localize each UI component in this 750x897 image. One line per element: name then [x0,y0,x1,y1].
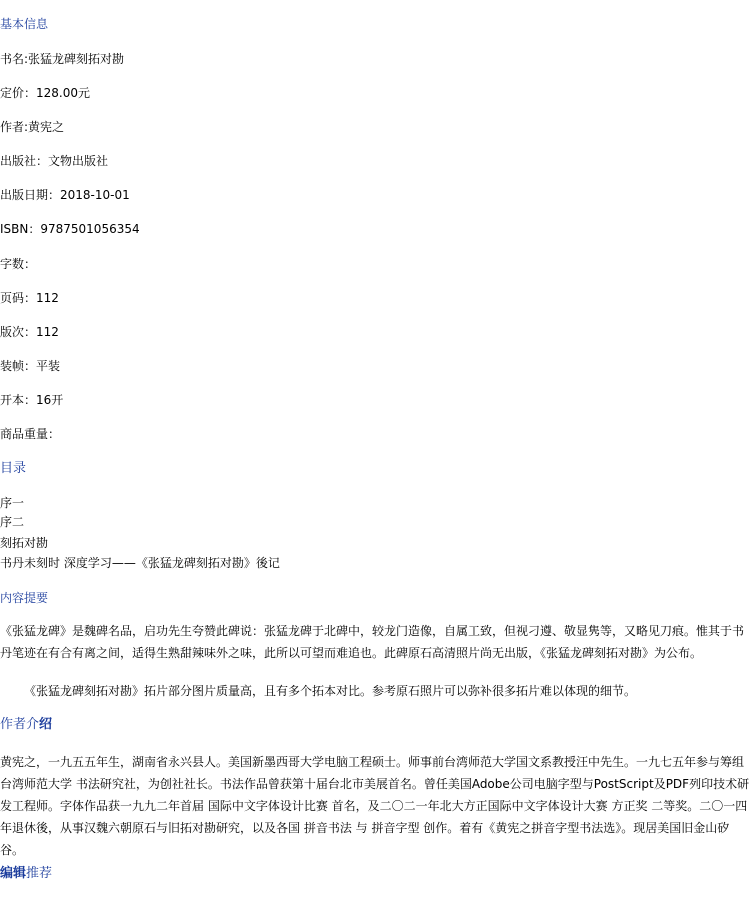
editor-recommend-heading-plain: 推荐 [26,866,53,881]
weight: 商品重量： [0,427,61,441]
basic-info-heading: 基本信息 [0,17,49,31]
toc-item: 序一 [0,496,25,510]
editor-recommend-heading-bold: 编辑 [0,866,27,881]
binding: 装帧：平装 [0,359,61,373]
author-intro-text: 黄宪之，一九五五年生，湖南省永兴县人。美国新墨西哥大学电脑工程硕士。师事前台湾师范大学国文系教授汪中先生。一九七五年参与筹组台湾师范大学 书法研究社，为创社社长。书法作品曾获第十届台北市美展首名。曾任美国Adobe公司电脑字型与PostScript及PDF列印技术研发工程师。字体作品获一九九二年首届 国际中文字体设计比赛 首名，及二〇二一年北大方正国际中文字体设计大赛 方正奖 二等奖。二〇一四年退休後，从事汉魏六朝原石与旧拓对勘研究，以及各国 拼音书法 与 拼音字型 创作。着有《黄宪之拼音字型书法选》。现居美国旧金山矽谷。 [0,755,750,857]
summary-paragraph: 《张猛龙碑》是魏碑名品，启功先生夸赞此碑说：张猛龙碑于北碑中，较龙门造像，自属工致，但视刁遵、敬显隽等，又略见刀痕。惟其于书丹笔迹在有合有离之间，适得生熟甜辣味外之味，此所以可望而难追也。此碑原石高清照片尚无出版，《张猛龙碑刻拓对勘》为公布。 [0,624,745,660]
edition: 版次：112 [0,325,59,339]
summary-heading: 内容提要 [0,591,49,605]
toc-item: 刻拓对勘 [0,536,49,550]
format: 开本：16开 [0,393,64,407]
toc-item: 序二 [0,515,25,529]
author-intro-heading-plain: 作者介 [0,717,40,732]
summary-paragraph: 《张猛龙碑刻拓对勘》拓片部分图片质量高，且有多个拓本对比。参考原石照片可以弥补很多拓片难以体现的细节。 [24,684,637,698]
toc-heading: 目录 [0,461,27,476]
isbn: ISBN：9787501056354 [0,222,140,236]
author-intro-heading-bold: 绍 [39,717,53,732]
toc-item: 书丹未刻时 深度学习——《张猛龙碑刻拓对勘》後记 [0,556,280,570]
word-count: 字数： [0,257,37,271]
publish-date: 出版日期：2018-10-01 [0,188,130,202]
page-count: 页码：112 [0,291,59,305]
publisher: 出版社：文物出版社 [0,154,109,168]
price: 定价：128.00元 [0,86,90,100]
book-name: 书名:张猛龙碑刻拓对勘 [0,52,125,66]
author-intro-heading [0,717,52,733]
author: 作者:黄宪之 [0,120,65,134]
editor-recommend-heading [0,866,52,882]
